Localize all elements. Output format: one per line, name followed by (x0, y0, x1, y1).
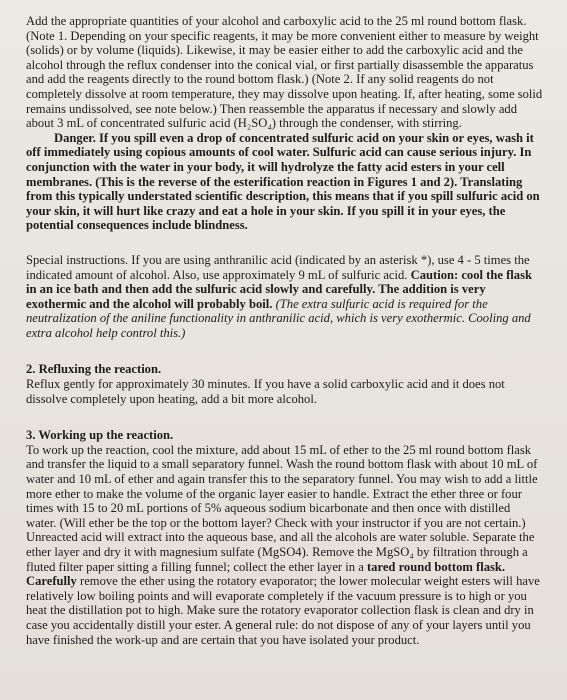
section-3-body-part-b: remove the ether using the rotatory evaporator; the lower molecular weight esters will have relatively low boiling points and will evaporate completely if the vacuum pressure is to high or you heat the distillation pot to high. Make sure the rotatory evaporator collection flask is clean and dry in case you accidentally distill your ester. A general rule: do not dispose of any of your layers until you have finished the work-up and are certain that you have isolated your product. (26, 574, 540, 647)
section-3-heading: 3. Working up the reaction. (26, 428, 174, 443)
section-3-body-part-a: To work up the reaction, cool the mixture, add about 15 mL of ether to the 25 ml round bottom flask and transfer the liquid to a small separatory funnel. Wash the round bottom flask with about 10 mL of water and 10 mL of ether and again transfer this to the separatory funnel. You may wish to add a little more ether to make the volume of the organic layer easier to handle. Extract the ether three or four times with 15 to 20 mL portions of 5% aqueous sodium bicarbonate and then once with distilled water. (Will ether be the top or the bottom layer? Check with your instructor if you are not certain.) Unreacted acid will extract into the aqueous base, and all the alcohols are water soluble. Separate the ether layer and dry it with magnesium sulfate (MgSO4). Remove the MgSO₄ by filtration through a fluted filter paper sitting a filling funnel; collect the ether layer in a (26, 442, 538, 574)
section-refluxing (26, 362, 543, 406)
caution-text: Caution: cool the flask in an ice bath and then add the sulfuric acid slowly and carefully. The addition is very exothermic and the alcohol will probably boil. (26, 267, 533, 311)
intro-paragraph: Add the appropriate quantities of your alcohol and carboxylic acid to the 25 ml round bottom flask. (Note 1. Depending on your specific reagents, it may be more convenient either to measure by weight (solids) or by volume (liquids). Likewise, it may be easier either to add the carboxylic acid and the alcohol through the reflux condenser into the conical vial, or first partially disassemble the apparatus and add the reagents directly to the round bottom flask.) (Note 2. If any solid reagents do not completely dissolve at room temperature, they may dissolve upon heating. If, after heating, some solid remains undissolved, see note below.) Then reassemble the apparatus if necessary and slowly add about 3 mL of concentrated sulfuric acid (H₂SO₄) through the condenser, with stirring. (26, 14, 543, 131)
danger-paragraph: Danger. If you spill even a drop of concentrated sulfuric acid on your skin or eyes, wash it off immediately using copious amounts of cool water. Sulfuric acid can cause serious injury. In conjunction with the water in your body, it will hydrolyze the fatty acid esters in your cell membranes. (This is the reverse of the esterification reaction in Figures 1 and 2). Translating from this typically understated scientific description, this means that if you spill sulfuric acid on your skin, it will hurt like crazy and eat a hole in your skin. If you spill it in your eyes, the potential consequences include blindness. (26, 130, 540, 233)
tared-text: tared round bottom flask. (366, 559, 506, 574)
section-working-up (26, 428, 543, 647)
special-note-text: (The extra sulfuric acid is required for the neutralization of the aniline functionality in anthranilic acid, which is very exothermic. Cooling and extra alcohol help control this.) (26, 296, 531, 340)
carefully-text: Carefully (26, 574, 77, 589)
section-3-body (26, 443, 543, 647)
special-instructions-paragraph (26, 253, 543, 341)
section-2-body: Reflux gently for approximately 30 minutes. If you have a solid carboxylic acid and it does not dissolve completely upon heating, add a bit more alcohol. (26, 377, 505, 406)
section-2-heading: 2. Refluxing the reaction. (26, 362, 162, 377)
special-instructions-lead: Special instructions. If you are using anthranilic acid (indicated by an asterisk *), use 4 - 5 times the indicated amount of alcohol. Also, use approximately 9 mL of sulfuric acid. (26, 252, 530, 282)
